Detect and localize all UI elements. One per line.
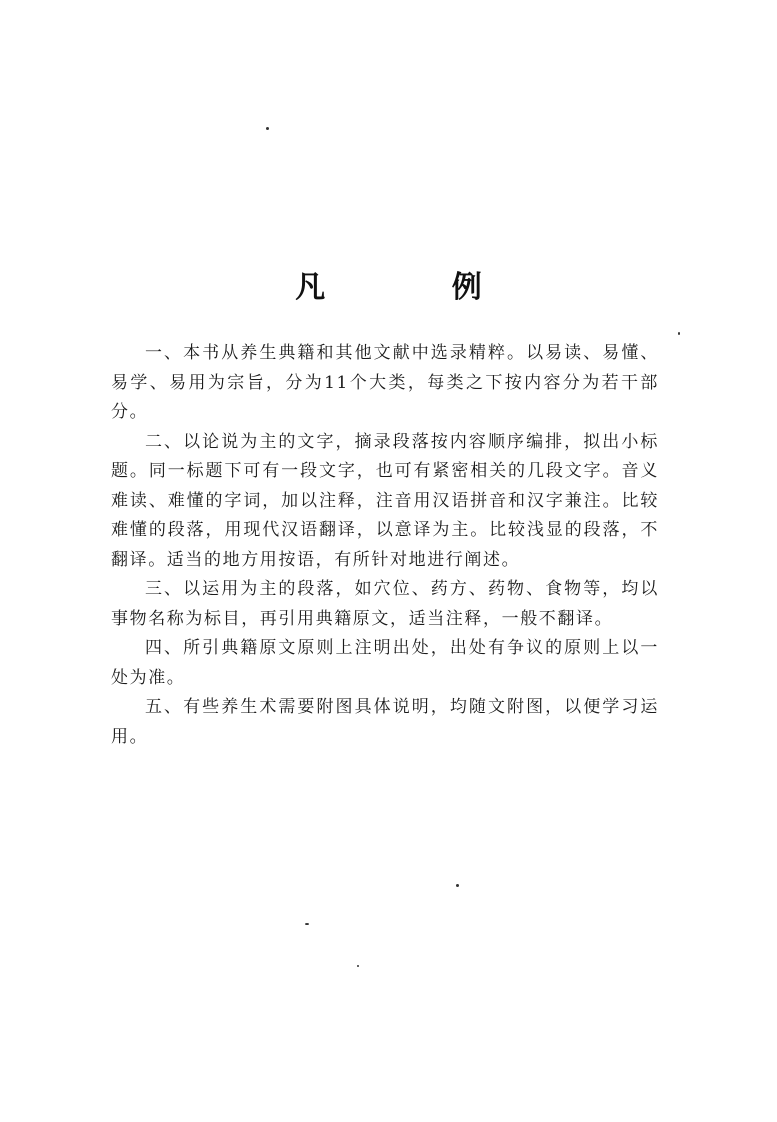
paragraph-4: 四、所引典籍原文原则上注明出处，出处有争议的原则上以一处为准。	[111, 638, 659, 688]
scan-speck	[678, 332, 680, 335]
paragraph-1: 一、本书从养生典籍和其他文献中选录精粹。以易读、易懂、易学、易用为宗旨，分为11个大类，每类之下按内容分为若干部分。	[111, 343, 659, 422]
scan-speck	[305, 923, 309, 925]
body-text	[111, 339, 659, 752]
page-title: 凡 例	[295, 270, 540, 305]
scan-speck	[357, 965, 359, 967]
scan-speck	[266, 127, 269, 130]
paragraph-2: 二、以论说为主的文字，摘录段落按内容顺序编排，拟出小标题。同一标题下可有一段文字，也可有紧密相关的几段文字。音义难读、难懂的字词，加以注释，注音用汉语拼音和汉字兼注。比较难懂的段落，用现代汉语翻译，以意译为主。比较浅显的段落，不翻译。适当的地方用按语，有所针对地进行阐述。	[111, 431, 659, 570]
scan-speck	[456, 884, 459, 887]
paragraph-3: 三、以运用为主的段落，如穴位、药方、药物、食物等，均以事物名称为标目，再引用典籍原文，适当注释，一般不翻译。	[111, 579, 659, 629]
paragraph-5: 五、有些养生术需要附图具体说明，均随文附图，以便学习运用。	[111, 697, 659, 747]
